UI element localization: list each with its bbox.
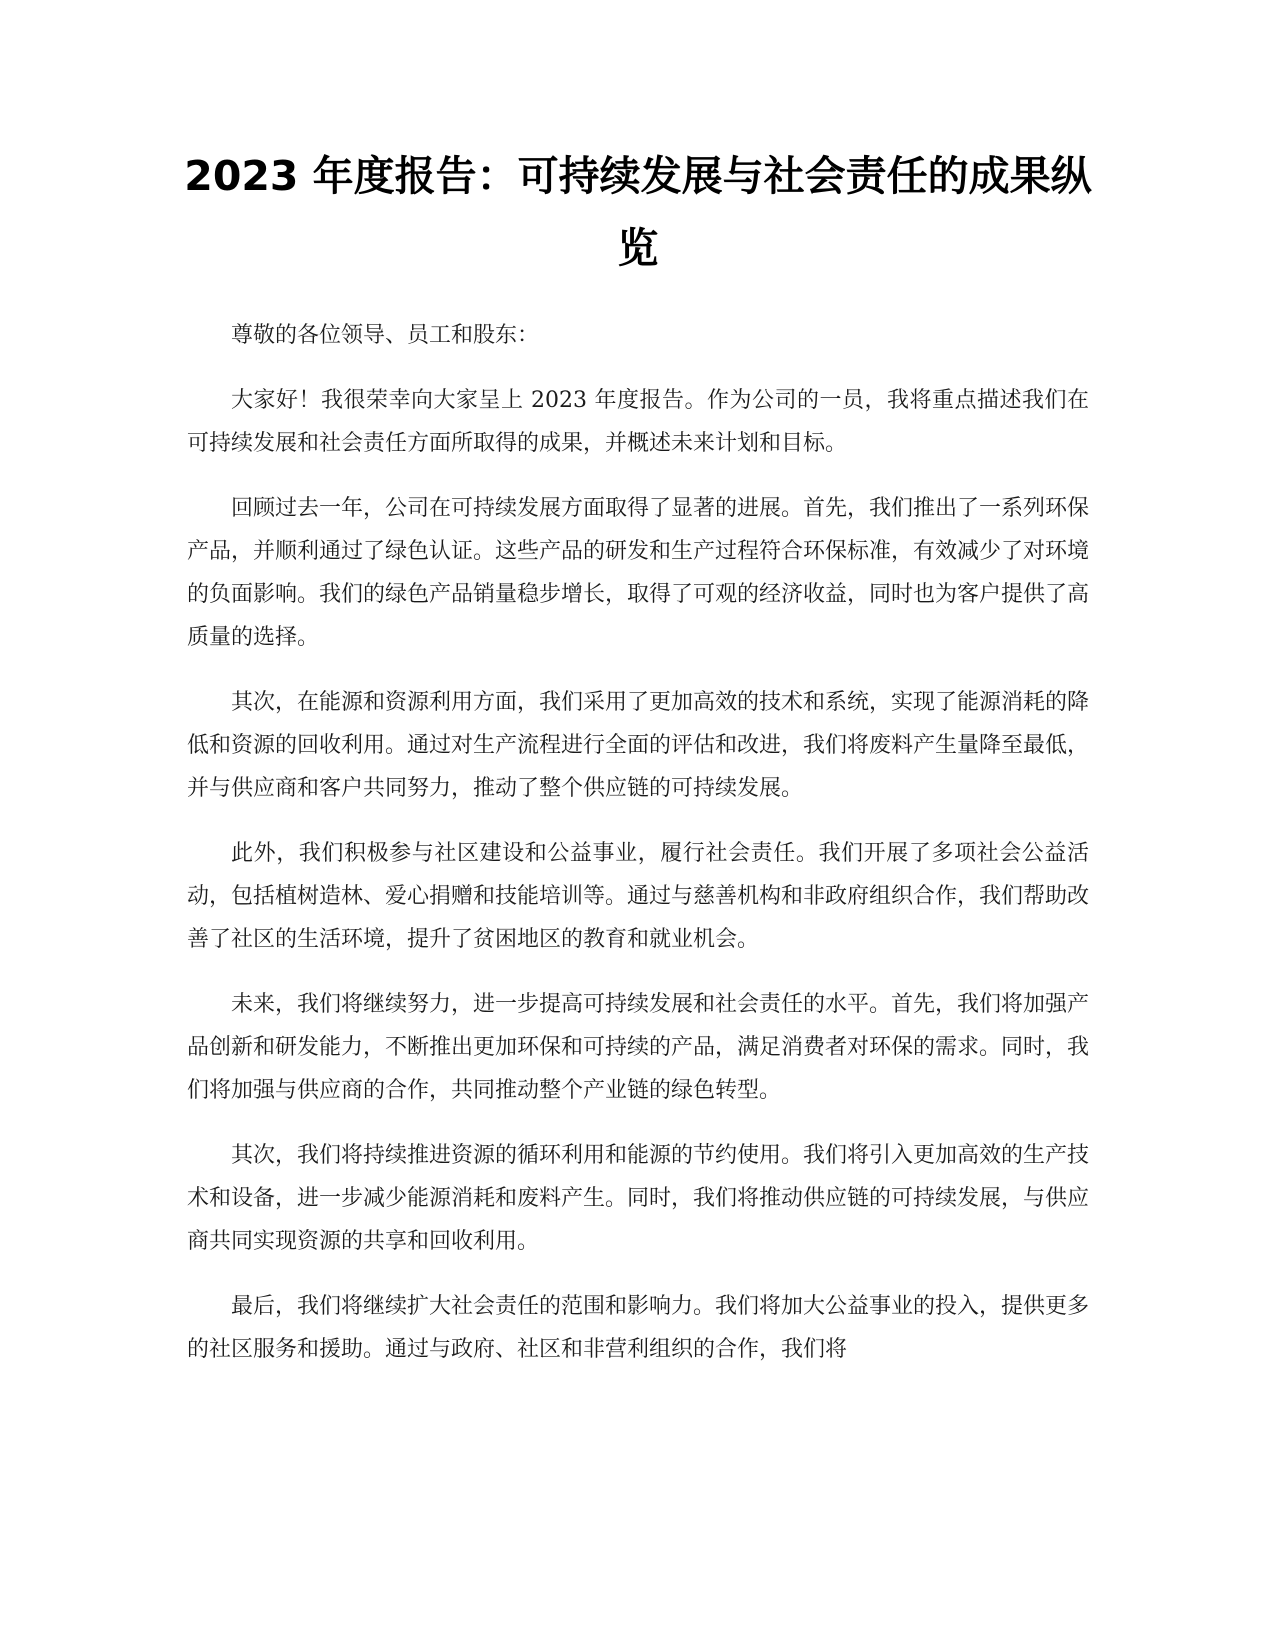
paragraph-energy: 其次，在能源和资源利用方面，我们采用了更加高效的技术和系统，实现了能源消耗的降低和资源的回收利用。通过对生产流程进行全面的评估和改进，我们将废料产生量降至最低，并与供应商和客户共同努力，推动了整个供应链的可持续发展。 [187,690,1090,801]
paragraph-salutation: 尊敬的各位领导、员工和股东： [231,323,540,348]
paragraph-social-responsibility: 最后，我们将继续扩大社会责任的范围和影响力。我们将加大公益事业的投入，提供更多的社区服务和援助。通过与政府、社区和非营利组织的合作，我们将 [187,1294,1090,1362]
document-title: 2023 年度报告：可持续发展与社会责任的成果纵览 [184,152,1092,272]
paragraph-community: 此外，我们积极参与社区建设和公益事业，履行社会责任。我们开展了多项社会公益活动，包括植树造林、爱心捐赠和技能培训等。通过与慈善机构和非政府组织合作，我们帮助改善了社区的生活环境，提升了贫困地区的教育和就业机会。 [187,841,1090,952]
paragraph-review: 回顾过去一年，公司在可持续发展方面取得了显著的进展。首先，我们推出了一系列环保产品，并顺利通过了绿色认证。这些产品的研发和生产过程符合环保标准，有效减少了对环境的负面影响。我们的绿色产品销量稳步增长，取得了可观的经济收益，同时也为客户提供了高质量的选择。 [187,496,1090,650]
paragraph-resources: 其次，我们将持续推进资源的循环利用和能源的节约使用。我们将引入更加高效的生产技术和设备，进一步减少能源消耗和废料产生。同时，我们将推动供应链的可持续发展，与供应商共同实现资源的共享和回收利用。 [187,1143,1090,1254]
paragraph-greeting: 大家好！我很荣幸向大家呈上 2023 年度报告。作为公司的一员，我将重点描述我们在可持续发展和社会责任方面所取得的成果，并概述未来计划和目标。 [187,388,1089,456]
document-body [187,314,1089,1393]
paragraph-future: 未来，我们将继续努力，进一步提高可持续发展和社会责任的水平。首先，我们将加强产品创新和研发能力，不断推出更加环保和可持续的产品，满足消费者对环保的需求。同时，我们将加强与供应商的合作，共同推动整个产业链的绿色转型。 [187,992,1090,1103]
